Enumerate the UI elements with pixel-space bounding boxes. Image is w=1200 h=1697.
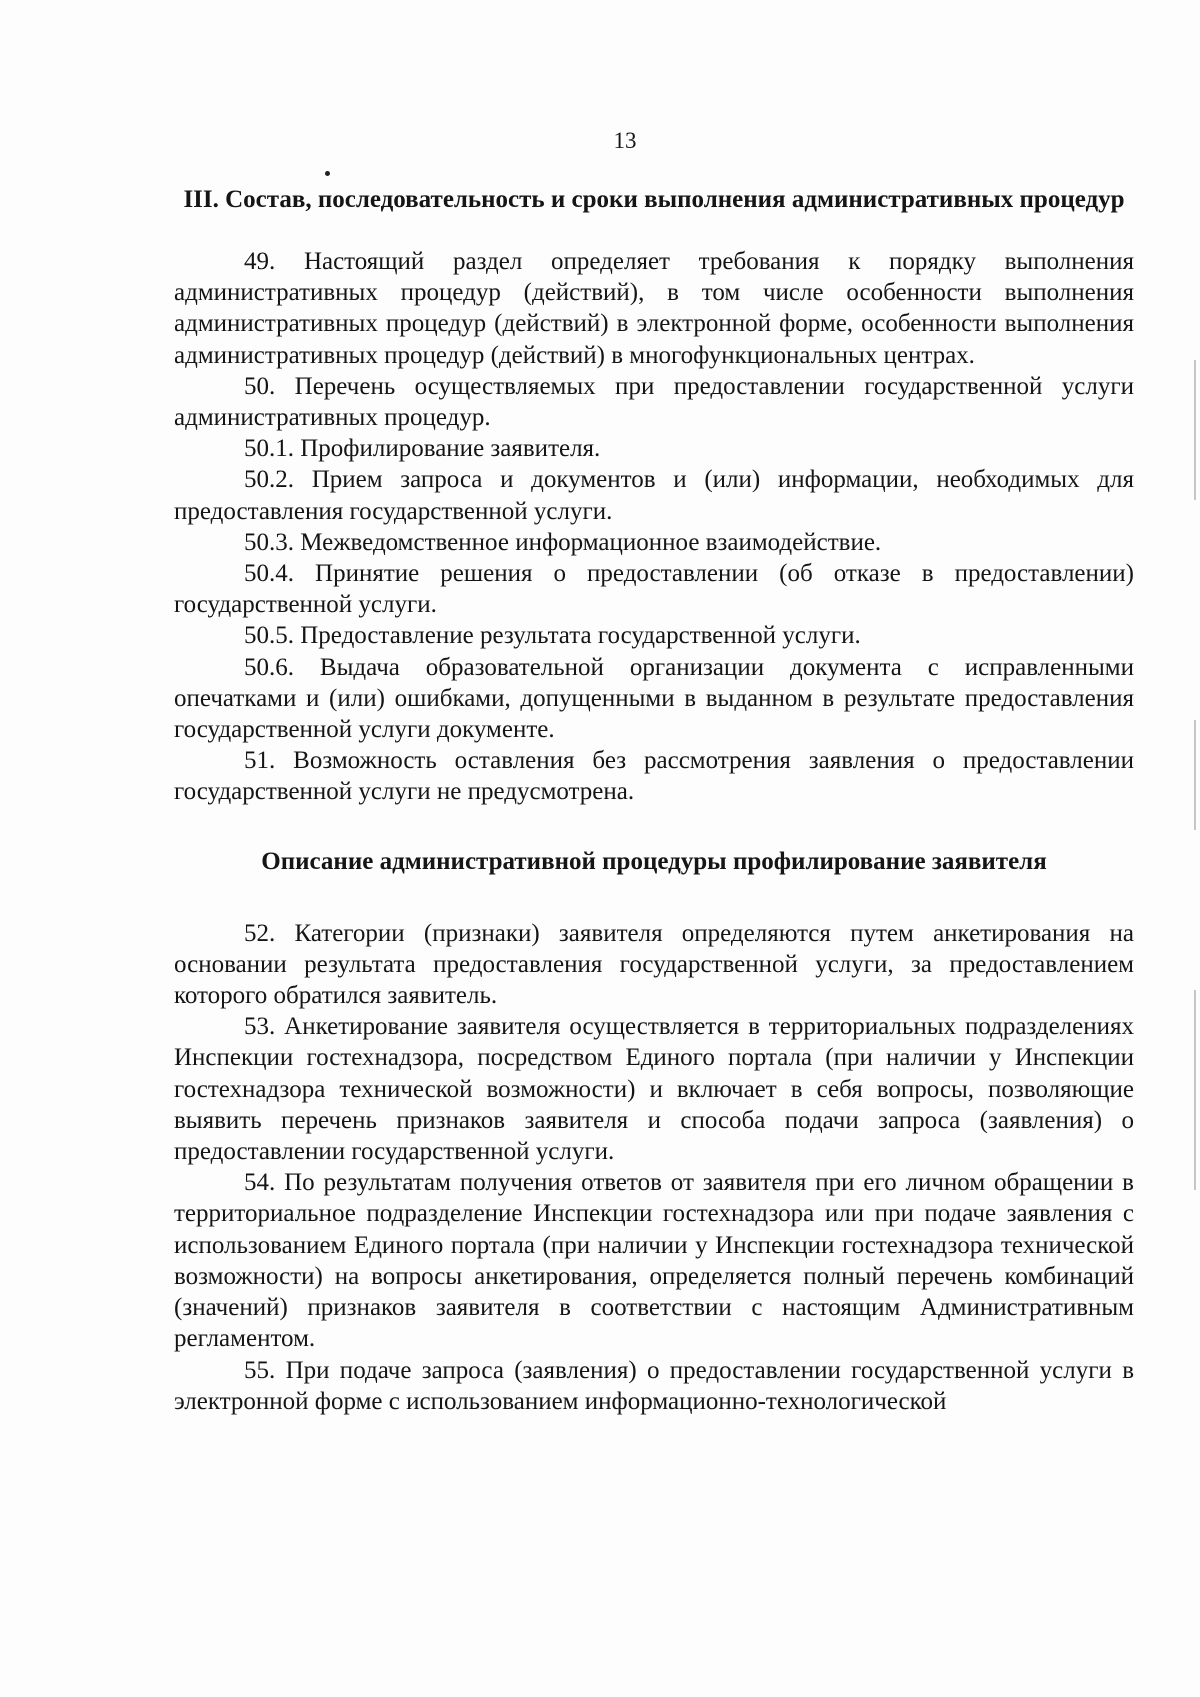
paragraph-50: 50. Перечень осуществляемых при предоставлении государственной услуги административных процедур. xyxy=(174,372,1134,432)
paragraph-group-procedures xyxy=(174,246,1134,808)
paragraph-50-5: 50.5. Предоставление результата государственной услуги. xyxy=(244,622,861,650)
paragraph-54: 54. По результатам получения ответов от заявителя при его личном обращении в территориальное подразделение Инспекции гостехнадзора или при подаче заявления с использованием Единого портала (при наличии у Инспекции гостехнадзора технической возможности) на вопросы анкетирования, определяется полный перечень комбинаций (значений) признаков заявителя в соответствии с настоящим Административным регламентом. xyxy=(174,1169,1134,1353)
paragraph-53: 53. Анкетирование заявителя осуществляется в территориальных подразделениях Инспекции гостехнадзора, посредством Единого портала (при наличии у Инспекции гостехнадзора технической возможности) и включает в себя вопросы, позволяющие выявить перечень признаков заявителя и способа подачи запроса (заявления) о предоставлении государственной услуги. xyxy=(174,1013,1134,1166)
section-heading: III. Состав, последовательность и сроки выполнения административных процедур xyxy=(183,186,1125,213)
paragraph-55: 55. При подаче запроса (заявления) о предоставлении государственной услуги в электронной форме с использованием информационно-технологической xyxy=(174,1356,1134,1415)
paragraph-group-profiling xyxy=(174,918,1134,1417)
paragraph-50-2: 50.2. Прием запроса и документов и (или) информации, необходимых для предоставления государственной услуги. xyxy=(174,466,1134,525)
paragraph-50-6: 50.6. Выдача образовательной организации документа с исправленными опечатками и (или) ошибками, допущенными в выданном в результате предоставления государственной услуги документе. xyxy=(174,653,1134,744)
paragraph-51: 51. Возможность оставления без рассмотрения заявления о предоставлении государственной услуги не предусмотрена. xyxy=(174,747,1134,806)
paragraph-50-4: 50.4. Принятие решения о предоставлении (об отказе в предоставлении) государственной услуги. xyxy=(174,560,1134,619)
scan-dot xyxy=(325,171,330,176)
paragraph-52: 52. Категории (признаки) заявителя определяются путем анкетирования на основании результата предоставления государственной услуги, за предоставлением которого обратился заявитель. xyxy=(174,919,1134,1010)
scan-edge-mark xyxy=(1194,360,1196,500)
paragraph-50-3: 50.3. Межведомственное информационное взаимодействие. xyxy=(244,528,882,556)
document-body xyxy=(174,184,1134,1417)
paragraph-50-1: 50.1. Профилирование заявителя. xyxy=(244,435,601,463)
scan-edge-mark xyxy=(1194,720,1196,830)
scan-edge-mark xyxy=(1194,990,1196,1190)
page-number: 13 xyxy=(613,128,637,153)
subsection-heading: Описание административной процедуры профилирование заявителя xyxy=(261,847,1047,875)
paragraph-49: 49. Настоящий раздел определяет требования к порядку выполнения административных процедур (действий), в том числе особенности выполнения административных процедур (действий) в электронной форме, особенности выполнения административных процедур (действий) в многофункциональных центрах. xyxy=(174,248,1134,369)
